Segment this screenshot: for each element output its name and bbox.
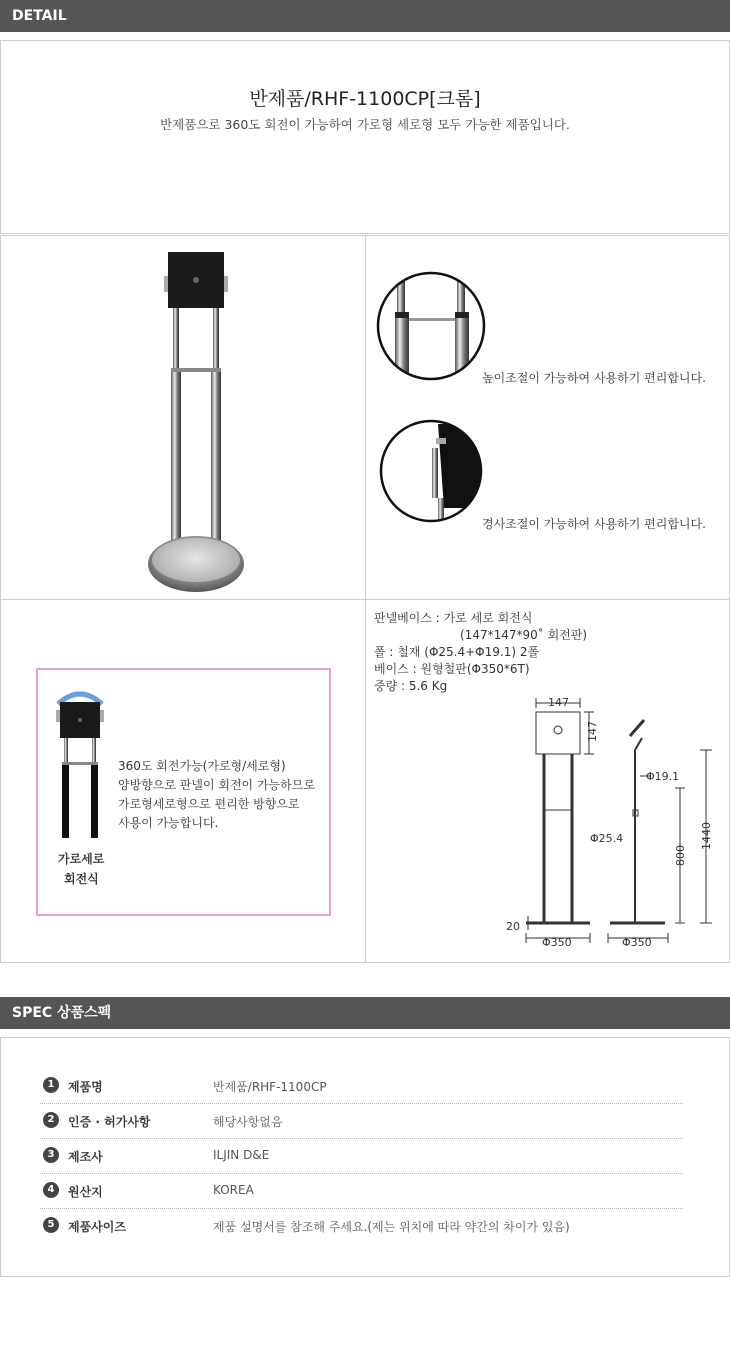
title-panel	[0, 40, 730, 234]
dim-base-side: Φ350	[622, 936, 652, 949]
height-adjust-caption: 높이조절이 가능하여 사용하기 편리합니다.	[482, 371, 706, 385]
dim-width-top: 147	[548, 696, 569, 709]
spec-row-value: 제품 설명서를 참조해 주세요.(제는 위치에 따라 약간의 차이가 있음)	[213, 1220, 570, 1234]
dim-pole-top: Φ19.1	[646, 770, 680, 783]
rotation-desc-4: 사용이 가능합니다.	[118, 816, 219, 830]
spec-row	[40, 1209, 683, 1244]
spec-row-number: 2	[43, 1112, 59, 1128]
spec-row	[40, 1139, 683, 1174]
dim-pole-bottom: Φ25.4	[590, 832, 624, 845]
dim-height-1440: 1440	[700, 822, 713, 850]
rotation-desc-3: 가로형세로형으로 편리한 방향으로	[118, 797, 300, 811]
rotation-label-line1: 가로세로	[58, 852, 105, 866]
spec-row	[40, 1174, 683, 1209]
spec-panel-base-detail: (147*147*90˚ 회전판)	[460, 628, 588, 642]
dim-height-800: 800	[674, 845, 687, 866]
product-subtitle: 반제품으로 360도 회전이 가능하여 가로형 세로형 모두 가능한 제품입니다.	[160, 117, 570, 132]
detail-section-header: DETAIL	[0, 0, 730, 32]
rotation-stand-photo	[50, 688, 110, 838]
spec-row-label: 제품명	[68, 1080, 103, 1094]
spec-row-value: 반제품/RHF-1100CP	[213, 1080, 327, 1094]
spec-panel-base: 판넬베이스 : 가로 세로 회전식	[374, 611, 533, 625]
spec-row	[40, 1069, 683, 1104]
spec-base: 베이스 : 원형철판(Φ350*6T)	[374, 662, 530, 676]
tilt-adjust-caption: 경사조절이 가능하여 사용하기 편리합니다.	[482, 517, 706, 531]
spec-row-number: 1	[43, 1077, 59, 1093]
spec-row-label: 제조사	[68, 1150, 103, 1164]
spec-row-label: 원산지	[68, 1185, 103, 1199]
spec-row-label: 인증 · 허가사항	[68, 1115, 151, 1129]
spec-row-value: 해당사항없음	[213, 1115, 283, 1129]
dim-height-top: 147	[586, 721, 599, 742]
dim-base-front: Φ350	[542, 936, 572, 949]
rotation-label-line2: 회전식	[64, 872, 99, 886]
spec-row-value: ILJIN D&E	[213, 1148, 270, 1162]
height-adjust-photo	[375, 270, 487, 382]
rotation-desc-1: 360도 회전가능(가로형/세로형)	[118, 759, 286, 773]
spec-row	[40, 1104, 683, 1139]
rotation-desc-2: 양방향으로 판넬이 회전이 가능하므로	[118, 778, 315, 792]
tilt-adjust-photo	[378, 418, 484, 524]
product-title: 반제품/RHF-1100CP[크롬]	[249, 88, 481, 110]
spec-row-label: 제품사이즈	[68, 1220, 126, 1234]
spec-row-number: 5	[43, 1217, 59, 1233]
dim-base-height: 20	[506, 920, 520, 933]
spec-row-number: 4	[43, 1182, 59, 1198]
technical-drawing	[500, 690, 725, 955]
spec-row-value: KOREA	[213, 1183, 254, 1197]
spec-weight: 중량 : 5.6 Kg	[374, 679, 448, 693]
spec-section-header: SPEC 상품스펙	[0, 997, 730, 1029]
stand-photo	[140, 250, 250, 596]
spec-pole: 폴 : 철재 (Φ25.4+Φ19.1) 2폴	[374, 645, 540, 659]
spec-row-number: 3	[43, 1147, 59, 1163]
